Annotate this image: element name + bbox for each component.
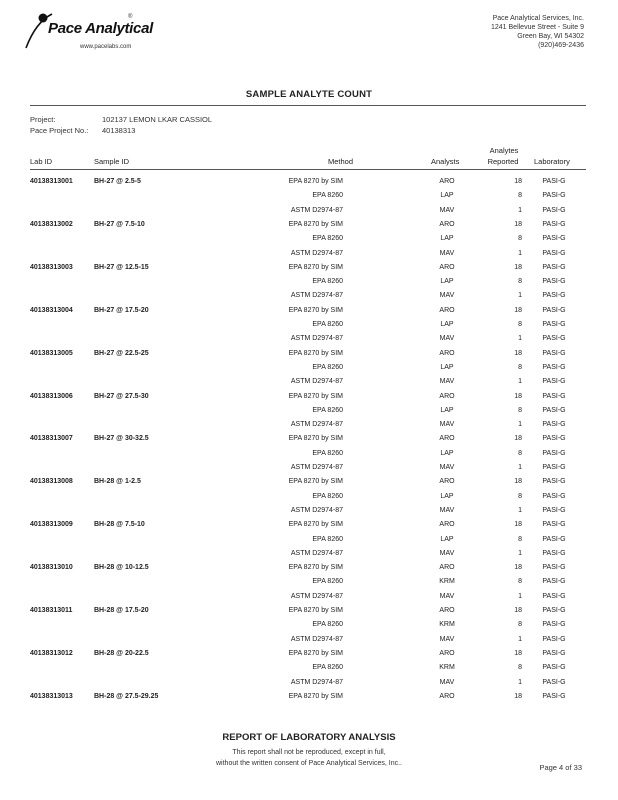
laboratory-cell: PASI-G xyxy=(542,363,566,371)
table-row xyxy=(0,593,618,607)
laboratory-cell: PASI-G xyxy=(542,192,566,200)
table-row xyxy=(0,378,618,392)
analyst-cell: KRM xyxy=(439,578,455,586)
analytes-count-cell: 18 xyxy=(514,692,522,700)
laboratory-cell: PASI-G xyxy=(542,578,566,586)
method-cell: EPA 8270 by SIM xyxy=(288,521,343,529)
method-cell: EPA 8260 xyxy=(312,363,343,371)
analytes-count-cell: 8 xyxy=(518,578,522,586)
laboratory-cell: PASI-G xyxy=(542,678,566,686)
laboratory-cell: PASI-G xyxy=(542,492,566,500)
header-rule xyxy=(30,169,586,170)
lab-id-cell: 40138313009 xyxy=(30,521,73,529)
table-row xyxy=(0,207,618,221)
table-row xyxy=(0,521,618,535)
table-row xyxy=(0,321,618,335)
analytes-count-cell: 18 xyxy=(514,649,522,657)
method-cell: EPA 8270 by SIM xyxy=(288,649,343,657)
laboratory-cell: PASI-G xyxy=(542,306,566,314)
analytes-count-cell: 18 xyxy=(514,392,522,400)
col-analytes-line1: Analytes xyxy=(489,146,519,155)
analytes-count-cell: 8 xyxy=(518,192,522,200)
table-row xyxy=(0,679,618,693)
laboratory-cell: PASI-G xyxy=(542,392,566,400)
analyst-cell: MAV xyxy=(439,549,455,557)
table-row xyxy=(0,664,618,678)
analyst-cell: ARO xyxy=(439,435,455,443)
sample-id-cell: BH-27 @ 2.5-5 xyxy=(94,178,141,185)
table-row xyxy=(0,621,618,635)
laboratory-cell: PASI-G xyxy=(542,464,566,471)
table-row xyxy=(0,493,618,507)
analytes-count-cell: 8 xyxy=(518,235,522,243)
method-cell: EPA 8260 xyxy=(312,278,343,286)
sample-id-cell: BH-27 @ 7.5-10 xyxy=(94,220,145,228)
analyst-cell: ARO xyxy=(439,263,455,271)
address-line-2: Green Bay, WI 54302 xyxy=(517,33,584,40)
table-row xyxy=(0,421,618,435)
sample-id-cell: BH-28 @ 27.5-29.25 xyxy=(94,692,159,700)
analyst-cell: LAP xyxy=(440,492,454,500)
analytes-count-cell: 1 xyxy=(518,464,522,471)
method-cell: ASTM D2974-87 xyxy=(290,206,343,214)
sample-id-cell: BH-28 @ 10-12.5 xyxy=(94,564,149,572)
analyst-cell: LAP xyxy=(440,235,454,243)
method-cell: EPA 8270 by SIM xyxy=(288,564,343,572)
laboratory-cell: PASI-G xyxy=(542,535,566,543)
analytes-count-cell: 8 xyxy=(518,621,522,629)
table-row xyxy=(0,292,618,306)
lab-id-cell: 40138313010 xyxy=(30,564,73,572)
analyst-cell: LAP xyxy=(440,406,454,414)
lab-id-cell: 40138313001 xyxy=(30,178,73,185)
laboratory-cell: PASI-G xyxy=(542,692,566,700)
table-row xyxy=(0,364,618,378)
analytes-count-cell: 18 xyxy=(514,306,522,314)
method-cell: ASTM D2974-87 xyxy=(290,249,343,257)
analytes-count-cell: 8 xyxy=(518,449,522,457)
laboratory-cell: PASI-G xyxy=(542,378,566,386)
company-address xyxy=(491,14,584,50)
analyst-cell: ARO xyxy=(439,478,455,486)
table-row xyxy=(0,507,618,521)
analyst-cell: MAV xyxy=(439,464,455,471)
analyst-cell: ARO xyxy=(439,649,455,657)
lab-id-cell: 40138313007 xyxy=(30,435,73,443)
analytes-count-cell: 8 xyxy=(518,363,522,371)
project-value: 102137 LEMON LKAR CASSIOL xyxy=(102,115,213,124)
sample-id-cell: BH-28 @ 1-2.5 xyxy=(94,478,141,486)
analytes-count-cell: 18 xyxy=(514,435,522,443)
table-row xyxy=(0,564,618,578)
laboratory-cell: PASI-G xyxy=(542,607,566,614)
analytes-count-cell: 1 xyxy=(518,335,522,343)
table-row xyxy=(0,607,618,621)
table-row xyxy=(0,650,618,664)
analytes-count-cell: 18 xyxy=(514,220,522,228)
logo-registered-mark: ® xyxy=(128,14,133,20)
analytes-count-cell: 1 xyxy=(518,421,522,429)
analytes-count-cell: 1 xyxy=(518,206,522,214)
table-row xyxy=(0,264,618,278)
method-cell: EPA 8270 by SIM xyxy=(288,263,343,271)
table-row xyxy=(0,235,618,249)
analyst-cell: KRM xyxy=(439,664,455,672)
pace-project-line xyxy=(30,126,136,135)
table-row xyxy=(0,178,618,192)
table-row xyxy=(0,307,618,321)
sample-id-cell: BH-27 @ 27.5-30 xyxy=(94,392,149,400)
analytes-count-cell: 8 xyxy=(518,535,522,543)
sample-id-cell: BH-28 @ 20-22.5 xyxy=(94,649,149,657)
col-sample-id: Sample ID xyxy=(94,157,130,166)
method-cell: EPA 8260 xyxy=(312,492,343,500)
analytes-count-cell: 1 xyxy=(518,292,522,300)
laboratory-cell: PASI-G xyxy=(542,478,566,486)
table-row xyxy=(0,335,618,349)
analyst-cell: ARO xyxy=(439,607,455,614)
analyst-cell: ARO xyxy=(439,564,455,572)
analyst-cell: ARO xyxy=(439,521,455,529)
analytes-count-cell: 8 xyxy=(518,278,522,286)
analytes-count-cell: 8 xyxy=(518,321,522,328)
col-method: Method xyxy=(328,157,354,166)
laboratory-cell: PASI-G xyxy=(542,321,566,328)
method-cell: EPA 8270 by SIM xyxy=(288,220,343,228)
laboratory-cell: PASI-G xyxy=(542,506,566,514)
lab-id-cell: 40138313011 xyxy=(30,607,73,614)
laboratory-cell: PASI-G xyxy=(542,178,566,185)
analytes-count-cell: 1 xyxy=(518,249,522,257)
method-cell: ASTM D2974-87 xyxy=(290,635,343,643)
analytes-count-cell: 1 xyxy=(518,592,522,600)
method-cell: ASTM D2974-87 xyxy=(290,464,343,471)
analyst-cell: MAV xyxy=(439,635,455,643)
lab-id-cell: 40138313013 xyxy=(30,692,73,700)
sample-id-cell: BH-28 @ 7.5-10 xyxy=(94,521,145,529)
laboratory-cell: PASI-G xyxy=(542,235,566,243)
pace-project-value: 40138313 xyxy=(102,126,136,135)
method-cell: EPA 8270 by SIM xyxy=(288,692,343,700)
analyst-cell: ARO xyxy=(439,392,455,400)
method-cell: EPA 8260 xyxy=(312,192,343,200)
method-cell: ASTM D2974-87 xyxy=(290,292,343,300)
analyst-cell: MAV xyxy=(439,506,455,514)
project-line xyxy=(30,115,213,124)
analyst-cell: KRM xyxy=(439,621,455,629)
table-row xyxy=(0,693,618,707)
analyst-cell: ARO xyxy=(439,220,455,228)
analyst-cell: MAV xyxy=(439,206,455,214)
analyst-cell: MAV xyxy=(439,378,455,386)
method-cell: EPA 8260 xyxy=(312,621,343,629)
method-cell: ASTM D2974-87 xyxy=(290,592,343,600)
laboratory-cell: PASI-G xyxy=(542,421,566,429)
logo-text: Pace Analytical xyxy=(48,20,154,37)
method-cell: EPA 8260 xyxy=(312,578,343,586)
method-cell: ASTM D2974-87 xyxy=(290,421,343,429)
col-analytes-line2: Reported xyxy=(487,157,519,166)
laboratory-cell: PASI-G xyxy=(542,592,566,600)
table-row xyxy=(0,536,618,550)
sample-id-cell: BH-28 @ 17.5-20 xyxy=(94,607,149,614)
footer-title: REPORT OF LABORATORY ANALYSIS xyxy=(222,732,396,743)
analytes-count-cell: 8 xyxy=(518,664,522,672)
analytes-count-cell: 18 xyxy=(514,478,522,486)
analyst-cell: MAV xyxy=(439,592,455,600)
address-line-1: 1241 Bellevue Street - Suite 9 xyxy=(490,24,584,31)
col-analysts: Analysts xyxy=(431,157,460,166)
analyst-cell: LAP xyxy=(440,535,454,543)
page-title: SAMPLE ANALYTE COUNT xyxy=(245,89,373,100)
method-cell: EPA 8260 xyxy=(312,235,343,243)
sample-id-cell: BH-27 @ 22.5-25 xyxy=(94,349,149,357)
table-row xyxy=(0,393,618,407)
method-cell: EPA 8260 xyxy=(312,321,343,328)
analyst-cell: ARO xyxy=(439,349,455,357)
table-row xyxy=(0,192,618,206)
table-row xyxy=(0,221,618,235)
analytes-count-cell: 1 xyxy=(518,549,522,557)
lab-id-cell: 40138313008 xyxy=(30,478,73,486)
pace-project-label: Pace Project No.: xyxy=(30,126,89,135)
table-row xyxy=(0,478,618,492)
divider xyxy=(30,105,586,106)
laboratory-cell: PASI-G xyxy=(542,621,566,629)
analyst-cell: LAP xyxy=(440,449,454,457)
col-laboratory: Laboratory xyxy=(534,157,570,166)
method-cell: ASTM D2974-87 xyxy=(290,678,343,686)
laboratory-cell: PASI-G xyxy=(542,449,566,457)
table-row xyxy=(0,636,618,650)
method-cell: EPA 8270 by SIM xyxy=(288,435,343,443)
sample-id-cell: BH-27 @ 12.5-15 xyxy=(94,263,149,271)
analyst-cell: LAP xyxy=(440,321,454,328)
company-name: Pace Analytical Services, Inc. xyxy=(492,15,584,22)
analyst-cell: ARO xyxy=(439,692,455,700)
lab-id-cell: 40138313003 xyxy=(30,263,73,271)
method-cell: EPA 8260 xyxy=(312,664,343,672)
laboratory-cell: PASI-G xyxy=(542,278,566,286)
phone: (920)469-2436 xyxy=(538,42,584,49)
method-cell: EPA 8270 by SIM xyxy=(288,392,343,400)
laboratory-cell: PASI-G xyxy=(542,263,566,271)
table-row xyxy=(0,278,618,292)
method-cell: EPA 8260 xyxy=(312,406,343,414)
method-cell: EPA 8270 by SIM xyxy=(288,306,343,314)
analyst-cell: LAP xyxy=(440,363,454,371)
analyst-cell: ARO xyxy=(439,306,455,314)
method-cell: ASTM D2974-87 xyxy=(290,506,343,514)
laboratory-cell: PASI-G xyxy=(542,406,566,414)
analyst-cell: MAV xyxy=(439,292,455,300)
table-row xyxy=(0,350,618,364)
analytes-count-cell: 18 xyxy=(514,521,522,529)
laboratory-cell: PASI-G xyxy=(542,564,566,572)
analyst-cell: MAV xyxy=(439,335,455,343)
footer-note-2: without the written consent of Pace Analytical Services, Inc.. xyxy=(216,760,402,767)
method-cell: EPA 8270 by SIM xyxy=(288,478,343,486)
col-lab-id: Lab ID xyxy=(30,157,53,166)
analytes-count-cell: 18 xyxy=(514,607,522,614)
analytes-count-cell: 8 xyxy=(518,492,522,500)
method-cell: EPA 8260 xyxy=(312,535,343,543)
analyst-cell: LAP xyxy=(440,192,454,200)
laboratory-cell: PASI-G xyxy=(542,292,566,300)
sample-id-cell: BH-27 @ 30-32.5 xyxy=(94,435,149,443)
method-cell: EPA 8260 xyxy=(312,449,343,457)
analytes-count-cell: 18 xyxy=(514,349,522,357)
table-row xyxy=(0,435,618,449)
laboratory-cell: PASI-G xyxy=(542,335,566,343)
analytes-count-cell: 1 xyxy=(518,678,522,686)
analytes-count-cell: 1 xyxy=(518,506,522,514)
footer-note-1: This report shall not be reproduced, except in full, xyxy=(232,749,386,756)
analytes-count-cell: 8 xyxy=(518,406,522,414)
lab-id-cell: 40138313004 xyxy=(30,306,73,314)
table-row xyxy=(0,407,618,421)
analytes-count-cell: 18 xyxy=(514,178,522,185)
lab-id-cell: 40138313006 xyxy=(30,392,73,400)
sample-id-cell: BH-27 @ 17.5-20 xyxy=(94,306,149,314)
method-cell: EPA 8270 by SIM xyxy=(288,607,343,614)
analytes-count-cell: 1 xyxy=(518,635,522,643)
analyst-cell: LAP xyxy=(440,278,454,286)
laboratory-cell: PASI-G xyxy=(542,521,566,529)
laboratory-cell: PASI-G xyxy=(542,206,566,214)
laboratory-cell: PASI-G xyxy=(542,220,566,228)
page-number: Page 4 of 33 xyxy=(539,763,582,772)
laboratory-cell: PASI-G xyxy=(542,649,566,657)
table-row xyxy=(0,250,618,264)
laboratory-cell: PASI-G xyxy=(542,435,566,443)
method-cell: EPA 8270 by SIM xyxy=(288,178,343,185)
method-cell: ASTM D2974-87 xyxy=(290,378,343,386)
laboratory-cell: PASI-G xyxy=(542,549,566,557)
analyst-cell: MAV xyxy=(439,421,455,429)
method-cell: ASTM D2974-87 xyxy=(290,549,343,557)
analyst-cell: MAV xyxy=(439,249,455,257)
table-row xyxy=(0,464,618,478)
logo-url: www.pacelabs.com xyxy=(80,44,132,50)
method-cell: ASTM D2974-87 xyxy=(290,335,343,343)
table-row xyxy=(0,550,618,564)
analyst-cell: ARO xyxy=(439,178,455,185)
analyst-cell: MAV xyxy=(439,678,455,686)
laboratory-cell: PASI-G xyxy=(542,349,566,357)
lab-id-cell: 40138313012 xyxy=(30,649,73,657)
analytes-count-cell: 18 xyxy=(514,564,522,572)
laboratory-cell: PASI-G xyxy=(542,635,566,643)
method-cell: EPA 8270 by SIM xyxy=(288,349,343,357)
laboratory-cell: PASI-G xyxy=(542,249,566,257)
lab-id-cell: 40138313002 xyxy=(30,220,73,228)
table-row xyxy=(0,450,618,464)
analytes-count-cell: 18 xyxy=(514,263,522,271)
analytes-count-cell: 1 xyxy=(518,378,522,386)
laboratory-cell: PASI-G xyxy=(542,664,566,672)
table-row xyxy=(0,578,618,592)
project-label: Project: xyxy=(30,115,56,124)
lab-id-cell: 40138313005 xyxy=(30,349,73,357)
